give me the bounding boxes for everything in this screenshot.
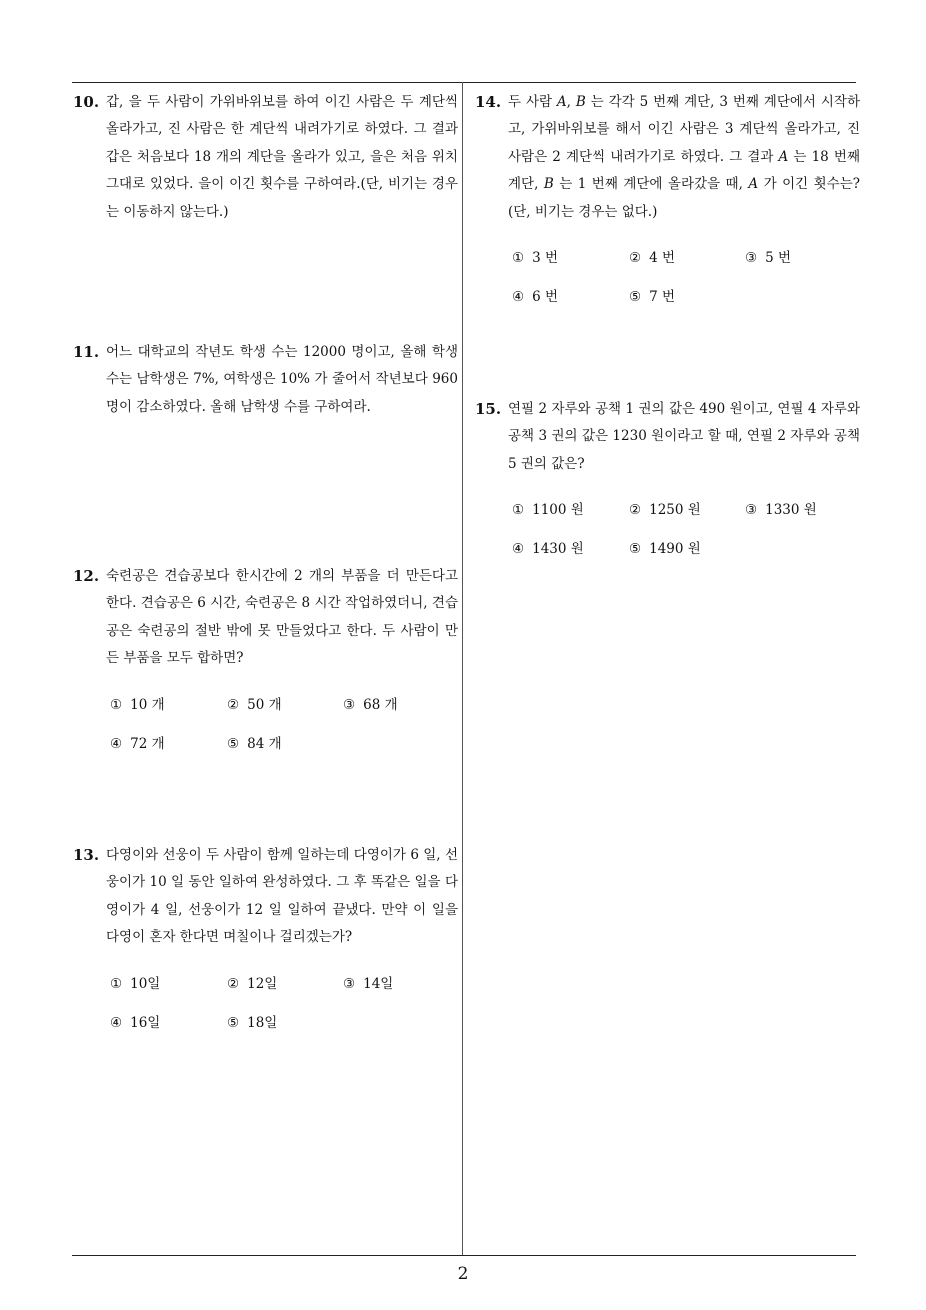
problem-number: 14. (475, 93, 502, 111)
problem-text: 연필 2 자루와 공책 1 권의 값은 490 원이고, 연필 4 자루와 공책 3 권의 값은 1230 원이라고 할 때, 연필 2 자루와 공책 5 권의 값은? (508, 401, 860, 472)
problem-text: 숙련공은 견습공보다 한시간에 2 개의 부품을 더 만든다고 한다. 견습공은 6 시간, 숙련공은 8 시간 작업하였더니, 견습공은 숙련공의 절반 밖에 못 만들었다고 한다. 두 사람이 만든 부품을 모두 합하면? (106, 568, 458, 667)
choice-3[interactable]: ③ 1330 원 (745, 502, 817, 519)
answer-choices (508, 248, 860, 328)
problem-10 (73, 89, 458, 226)
choice-4[interactable]: ④ 6 번 (512, 289, 559, 306)
problem-text: 갑, 을 두 사람이 가위바위보를 하여 이긴 사람은 두 계단씩 올라가고, 진 사람은 한 계단씩 내려가기로 하였다. 그 결과 갑은 처음보다 18 개의 계단을 올라가 있고, 을은 처음 위치 그대로 있었다. 을이 이긴 횟수를 구하여라.(단, 비기는 경우는 이동하지 않는다.) (106, 94, 458, 220)
math-variable: B (543, 176, 554, 193)
problem-12 (73, 563, 458, 775)
choice-5[interactable]: ⑤ 1490 원 (629, 541, 701, 558)
problem-number: 11. (73, 343, 100, 361)
choice-5[interactable]: ⑤ 7 번 (629, 289, 676, 306)
choice-2[interactable]: ② 12일 (227, 975, 278, 992)
choice-3[interactable]: ③ 14일 (343, 975, 394, 992)
bottom-rule (72, 1255, 856, 1256)
choice-1[interactable]: ① 10 개 (110, 696, 165, 713)
answer-choices (106, 695, 458, 775)
problem-text: 두 사람 A, B 는 각각 5 번째 계단, 3 번째 계단에서 시작하고, 가위바위보를 해서 이긴 사람은 3 계단씩 올라가고, 진 사람은 2 계단씩 내려가기로 하였다. 그 결과 A 는 18 번째 계단, B 는 1 번째 계단에 올라갔을 때, A 가 이긴 횟수는? (단, 비기는 경우는 없다.) (508, 94, 860, 220)
choice-1[interactable]: ① 3 번 (512, 250, 559, 267)
problem-number: 13. (73, 846, 100, 864)
answer-choices (106, 974, 458, 1054)
choice-4[interactable]: ④ 72 개 (110, 735, 165, 752)
choice-2[interactable]: ② 50 개 (227, 696, 282, 713)
problem-14 (475, 89, 860, 328)
top-rule (72, 82, 856, 83)
column-divider (462, 82, 463, 1255)
choice-4[interactable]: ④ 16일 (110, 1014, 161, 1031)
answer-choices (508, 500, 860, 580)
math-variable: A (556, 94, 567, 110)
problem-number: 10. (73, 93, 100, 111)
choice-3[interactable]: ③ 5 번 (745, 250, 792, 267)
choice-2[interactable]: ② 1250 원 (629, 502, 701, 519)
math-variable: A (748, 176, 759, 193)
problem-13 (73, 842, 458, 1054)
problem-number: 15. (475, 400, 502, 418)
problem-text: 어느 대학교의 작년도 학생 수는 12000 명이고, 올해 학생 수는 남학생은 7%, 여학생은 10% 가 줄어서 작년보다 960 명이 감소하였다. 올해 남학생 수를 구하여라. (106, 344, 458, 415)
choice-4[interactable]: ④ 1430 원 (512, 541, 584, 558)
page-number: 2 (457, 1264, 469, 1284)
problem-15 (475, 396, 860, 580)
choice-1[interactable]: ① 1100 원 (512, 502, 584, 519)
math-variable: A (778, 148, 789, 165)
problem-11 (73, 339, 458, 421)
math-variable: B (575, 94, 586, 110)
problem-number: 12. (73, 567, 100, 585)
choice-5[interactable]: ⑤ 84 개 (227, 735, 282, 752)
choice-2[interactable]: ② 4 번 (629, 250, 676, 267)
choice-3[interactable]: ③ 68 개 (343, 696, 398, 713)
choice-5[interactable]: ⑤ 18일 (227, 1014, 278, 1031)
problem-text: 다영이와 선웅이 두 사람이 함께 일하는데 다영이가 6 일, 선웅이가 10 일 동안 일하여 완성하였다. 그 후 똑같은 일을 다영이가 4 일, 선웅이가 12 일 일하여 끝냈다. 만약 이 일을 다영이 혼자 한다면 며칠이나 걸리겠는가? (106, 847, 458, 946)
choice-1[interactable]: ① 10일 (110, 975, 161, 992)
